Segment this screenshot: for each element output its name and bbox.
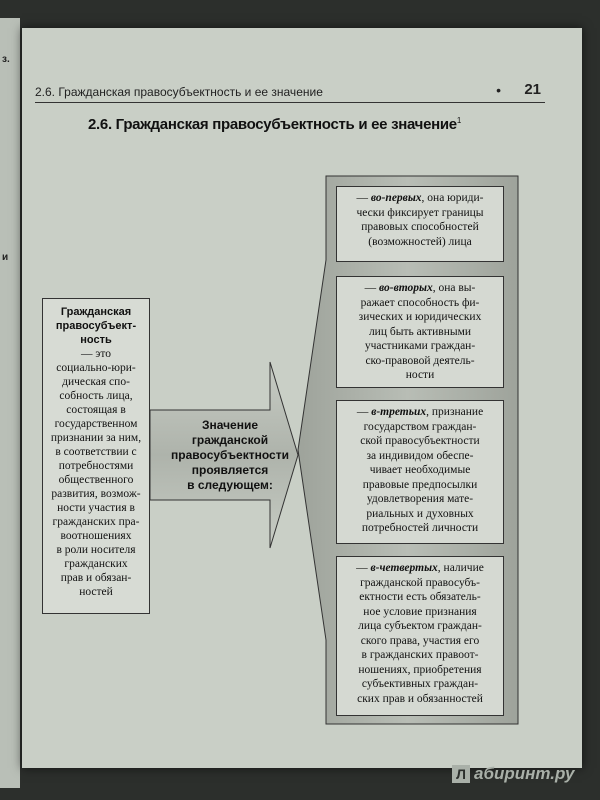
dash: — <box>356 406 372 418</box>
effect-lead: во-вторых <box>379 282 433 294</box>
effect-box-3 <box>336 400 504 544</box>
effect-line: в гражданских правоот- <box>361 649 479 661</box>
effect-lead: в-третьих <box>371 406 427 418</box>
arrow-label-line: гражданской <box>191 433 269 447</box>
adjacent-page-edge <box>0 18 20 788</box>
effect-text <box>357 562 484 705</box>
definition-line: гражданских <box>64 558 128 570</box>
dash: — <box>364 282 379 294</box>
effect-box-1 <box>336 186 504 262</box>
definition-line: дическая спо- <box>62 376 130 388</box>
definition-line: собность лица, <box>59 390 133 402</box>
effect-lead: во-первых <box>370 192 422 204</box>
definition-line: воотношениях <box>60 530 132 542</box>
effect-line: ное условие признания <box>363 605 477 618</box>
effect-line: ражает способность фи- <box>360 296 480 309</box>
effect-line: ской правосубъектности <box>360 435 480 447</box>
effect-line: за индивидом обеспе- <box>366 449 474 462</box>
effect-line: , признание <box>426 406 484 418</box>
effect-line: ектности есть обязатель- <box>359 591 481 603</box>
definition-line: государственном <box>54 418 138 430</box>
effect-line: лиц быть активными <box>368 325 472 338</box>
watermark-text: абиринт.ру <box>474 764 575 783</box>
effect-line: , она юриди- <box>421 192 484 204</box>
definition-line: признании за ним, <box>50 432 142 444</box>
definition-line: ности участия в <box>57 502 135 514</box>
page-number: 21 <box>524 81 541 98</box>
definition-box <box>42 298 150 614</box>
effect-line: чивает необходимые <box>369 464 471 476</box>
effect-text <box>359 282 482 381</box>
section-heading <box>88 116 461 133</box>
arrow-label-line: проявляется <box>191 463 269 477</box>
effect-line: ности <box>405 369 435 381</box>
effect-line: правовые предпосылки <box>362 478 478 491</box>
definition-line: потребностями <box>58 460 134 472</box>
effect-text <box>360 406 483 534</box>
definition-line: развития, возмож- <box>51 488 141 500</box>
running-head <box>35 81 545 103</box>
running-head-title: 2.6. Гражданская правосубъектность и ее значение <box>35 85 323 99</box>
effect-line: лица субъектом граждан- <box>358 620 482 632</box>
adjacent-page-letter: з. <box>2 54 10 65</box>
definition-line: гражданских пра- <box>52 516 140 528</box>
effect-line: , наличие <box>437 562 484 574</box>
effect-box-2 <box>336 276 504 388</box>
running-head-bullet: • <box>496 82 501 98</box>
effect-line: , она вы- <box>432 282 476 294</box>
effect-line: удовлетворения мате- <box>366 493 474 505</box>
effect-line: риальных и духовных <box>366 507 474 520</box>
effect-line: правовых способностей <box>361 221 479 233</box>
definition-line: — это <box>81 348 111 360</box>
definition-line: прав и обязан- <box>60 572 132 584</box>
arrow-label <box>166 418 294 493</box>
effect-line: ских прав и обязанностей <box>357 692 483 705</box>
adjacent-page-letter: и <box>2 252 9 263</box>
definition-text <box>47 347 145 599</box>
effect-line: ношениях, приобретения <box>358 663 482 676</box>
watermark <box>452 764 574 784</box>
effect-line: зических и юридических <box>358 311 482 323</box>
effect-line: ского права, участия его <box>360 634 480 647</box>
effect-line: (возможностей) лица <box>368 235 472 248</box>
effect-line: потребностей личности <box>361 522 479 534</box>
effect-line: ско-правовой деятель- <box>365 354 475 367</box>
effect-box-4 <box>336 556 504 716</box>
definition-line: в роли носителя <box>56 544 136 556</box>
definition-line: социально-юри- <box>56 362 136 374</box>
effect-line: чески фиксирует границы <box>356 206 484 219</box>
definition-term: Гражданская правосубъектность <box>55 306 137 346</box>
dash: — <box>356 562 371 574</box>
effect-line: участниками граждан- <box>364 340 476 352</box>
definition-line: состоящая в <box>66 404 126 416</box>
effect-line: государством граждан- <box>363 420 477 433</box>
arrow-label-line: в следующем: <box>187 478 273 492</box>
effect-lead: в-четвертых <box>370 562 438 574</box>
footnote-marker: 1 <box>456 116 461 125</box>
effect-line: субъективных граждан- <box>361 678 479 690</box>
arrow-label-line: правосубъектности <box>171 448 289 462</box>
section-heading-text: 2.6. Гражданская правосубъектность и ее значение <box>88 116 457 133</box>
definition-line: в соответствии с <box>55 446 137 458</box>
dash: — <box>356 192 371 204</box>
watermark-logo-icon: Л <box>452 765 470 783</box>
definition-line: общественного <box>58 474 134 486</box>
definition-line: ностей <box>79 586 113 598</box>
arrow-label-line: Значение <box>201 418 259 432</box>
effect-line: гражданской правосубъ- <box>360 576 480 589</box>
